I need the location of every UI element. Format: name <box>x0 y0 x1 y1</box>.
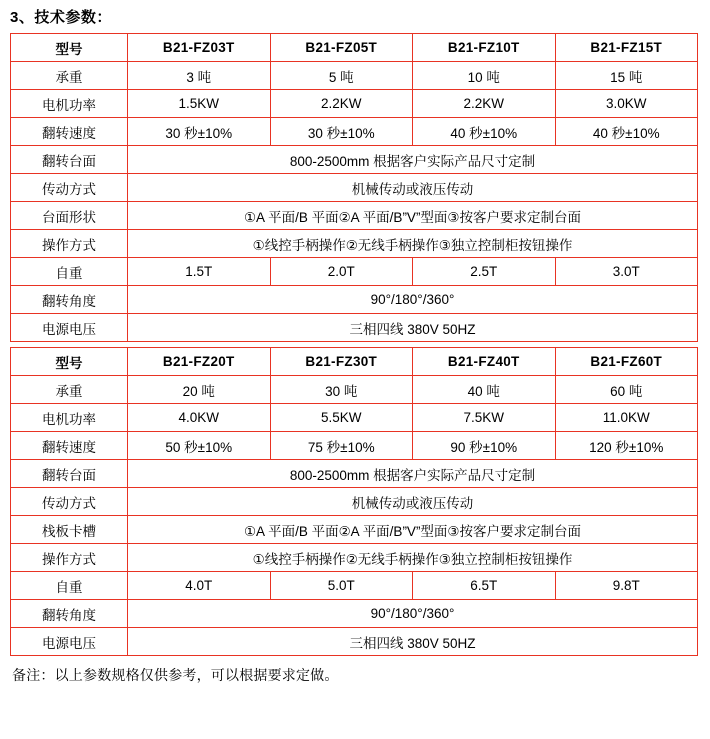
table-row <box>11 258 698 286</box>
value-cell-merged: 800-2500mm 根据客户实际产品尺寸定制 <box>128 460 698 488</box>
value-cell-merged: 90°/180°/360° <box>128 286 698 314</box>
model-cell: B21-FZ15T <box>555 34 698 62</box>
row-label: 翻转速度 <box>11 432 128 460</box>
value-cell: 1.5KW <box>128 90 271 118</box>
table-row <box>11 62 698 90</box>
table-row <box>11 488 698 516</box>
table-row <box>11 600 698 628</box>
table-body-2 <box>11 348 698 656</box>
value-cell-merged: 800-2500mm 根据客户实际产品尺寸定制 <box>128 146 698 174</box>
row-label: 传动方式 <box>11 174 128 202</box>
value-cell-merged: ①线控手柄操作②无线手柄操作③独立控制柜按钮操作 <box>128 230 698 258</box>
row-label: 栈板卡槽 <box>11 516 128 544</box>
table-row <box>11 376 698 404</box>
row-label: 电源电压 <box>11 628 128 656</box>
value-cell: 11.0KW <box>555 404 698 432</box>
table-row <box>11 34 698 62</box>
model-cell: B21-FZ20T <box>128 348 271 376</box>
row-label: 传动方式 <box>11 488 128 516</box>
value-cell: 40 吨 <box>413 376 556 404</box>
value-cell: 50 秒±10% <box>128 432 271 460</box>
value-cell-merged: ①A 平面/B 平面②A 平面/B”V”型面③按客户要求定制台面 <box>128 516 698 544</box>
value-cell: 30 秒±10% <box>128 118 271 146</box>
row-label: 型号 <box>11 348 128 376</box>
value-cell: 20 吨 <box>128 376 271 404</box>
value-cell: 40 秒±10% <box>555 118 698 146</box>
table-row <box>11 314 698 342</box>
value-cell: 15 吨 <box>555 62 698 90</box>
value-cell: 30 吨 <box>270 376 413 404</box>
row-label: 翻转台面 <box>11 146 128 174</box>
model-cell: B21-FZ60T <box>555 348 698 376</box>
model-cell: B21-FZ30T <box>270 348 413 376</box>
table-row <box>11 432 698 460</box>
value-cell: 5.0T <box>270 572 413 600</box>
table-row <box>11 230 698 258</box>
table-row <box>11 404 698 432</box>
value-cell: 2.5T <box>413 258 556 286</box>
table-row <box>11 146 698 174</box>
model-cell: B21-FZ05T <box>270 34 413 62</box>
table-row <box>11 516 698 544</box>
value-cell-merged: ①A 平面/B 平面②A 平面/B”V”型面③按客户要求定制台面 <box>128 202 698 230</box>
value-cell: 4.0KW <box>128 404 271 432</box>
value-cell: 90 秒±10% <box>413 432 556 460</box>
spec-table-large-models <box>10 347 698 656</box>
row-label: 承重 <box>11 62 128 90</box>
value-cell: 4.0T <box>128 572 271 600</box>
row-label: 电源电压 <box>11 314 128 342</box>
model-cell: B21-FZ03T <box>128 34 271 62</box>
value-cell: 3.0T <box>555 258 698 286</box>
value-cell: 120 秒±10% <box>555 432 698 460</box>
value-cell: 60 吨 <box>555 376 698 404</box>
model-cell: B21-FZ10T <box>413 34 556 62</box>
value-cell-merged: 三相四线 380V 50HZ <box>128 314 698 342</box>
value-cell: 2.2KW <box>270 90 413 118</box>
row-label: 翻转角度 <box>11 600 128 628</box>
value-cell: 6.5T <box>413 572 556 600</box>
table-body-1 <box>11 34 698 342</box>
value-cell-merged: 三相四线 380V 50HZ <box>128 628 698 656</box>
row-label: 电机功率 <box>11 404 128 432</box>
value-cell: 2.2KW <box>413 90 556 118</box>
row-label: 翻转速度 <box>11 118 128 146</box>
value-cell: 5 吨 <box>270 62 413 90</box>
row-label: 自重 <box>11 258 128 286</box>
table-row <box>11 460 698 488</box>
table-row <box>11 348 698 376</box>
footer-note: 备注：以上参数规格仅供参考，可以根据要求定做。 <box>12 667 339 683</box>
value-cell-merged: 机械传动或液压传动 <box>128 488 698 516</box>
table-row <box>11 174 698 202</box>
row-label: 承重 <box>11 376 128 404</box>
page-title: 3、技术参数： <box>10 9 112 26</box>
row-label: 翻转台面 <box>11 460 128 488</box>
row-label: 操作方式 <box>11 230 128 258</box>
model-cell: B21-FZ40T <box>413 348 556 376</box>
row-label: 台面形状 <box>11 202 128 230</box>
value-cell: 10 吨 <box>413 62 556 90</box>
value-cell-merged: 90°/180°/360° <box>128 600 698 628</box>
value-cell: 40 秒±10% <box>413 118 556 146</box>
value-cell: 7.5KW <box>413 404 556 432</box>
row-label: 操作方式 <box>11 544 128 572</box>
value-cell: 2.0T <box>270 258 413 286</box>
value-cell: 9.8T <box>555 572 698 600</box>
row-label: 型号 <box>11 34 128 62</box>
value-cell-merged: 机械传动或液压传动 <box>128 174 698 202</box>
row-label: 翻转角度 <box>11 286 128 314</box>
table-row <box>11 90 698 118</box>
value-cell: 3 吨 <box>128 62 271 90</box>
value-cell: 3.0KW <box>555 90 698 118</box>
spec-table-small-models <box>10 33 698 342</box>
value-cell: 75 秒±10% <box>270 432 413 460</box>
row-label: 电机功率 <box>11 90 128 118</box>
value-cell: 5.5KW <box>270 404 413 432</box>
value-cell-merged: ①线控手柄操作②无线手柄操作③独立控制柜按钮操作 <box>128 544 698 572</box>
table-row <box>11 286 698 314</box>
row-label: 自重 <box>11 572 128 600</box>
table-row <box>11 628 698 656</box>
value-cell: 30 秒±10% <box>270 118 413 146</box>
table-row <box>11 118 698 146</box>
table-row <box>11 202 698 230</box>
value-cell: 1.5T <box>128 258 271 286</box>
table-row <box>11 572 698 600</box>
table-row <box>11 544 698 572</box>
